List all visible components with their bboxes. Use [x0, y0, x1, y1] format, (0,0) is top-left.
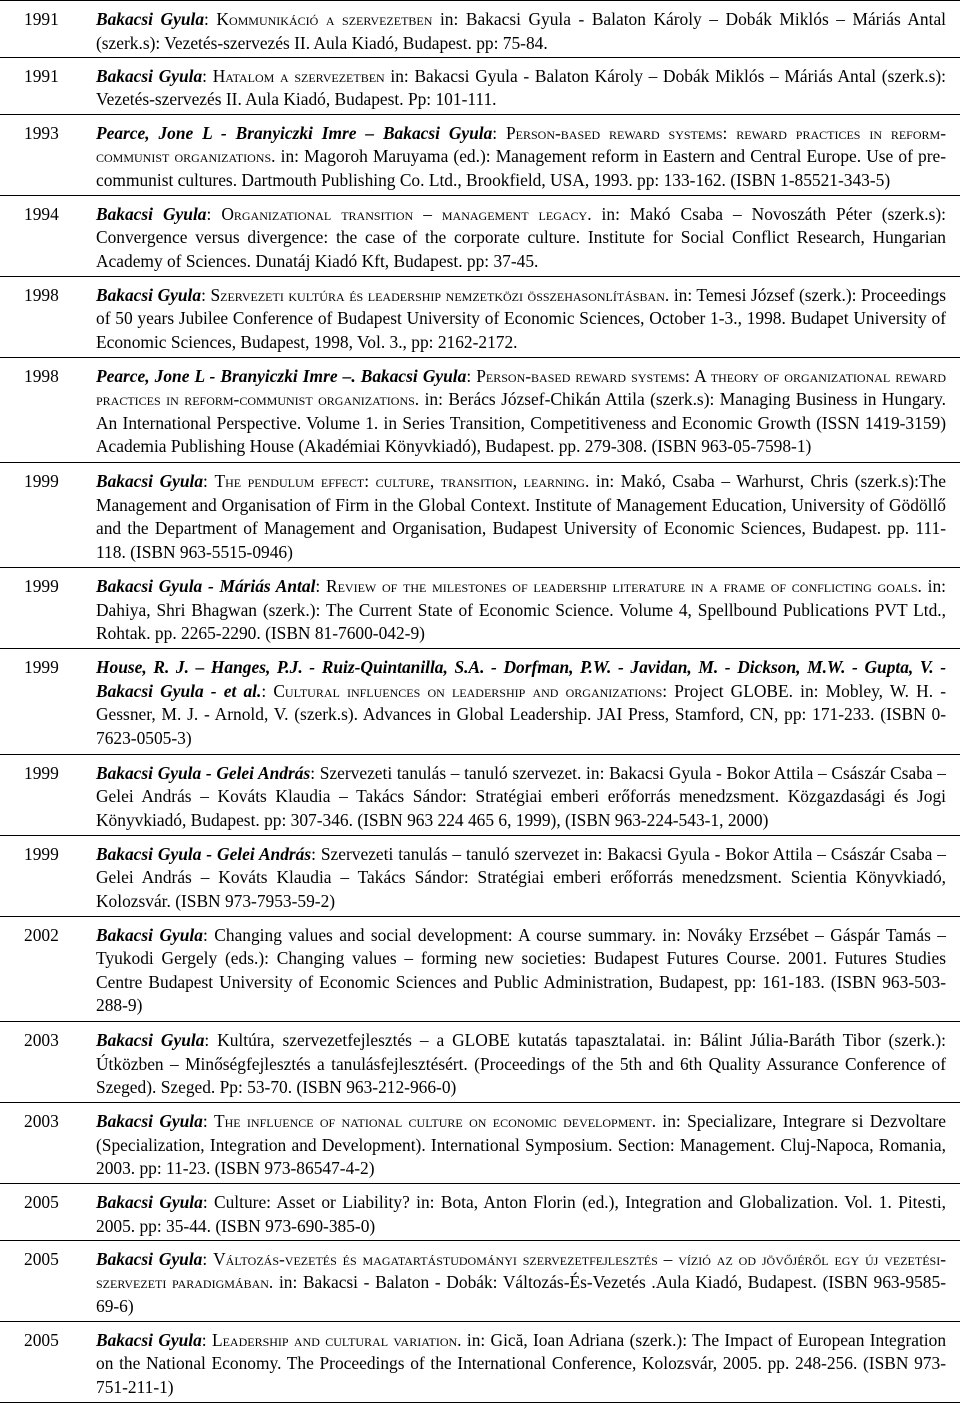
publication-row — [0, 1240, 960, 1321]
publication-year: 1991 — [0, 1, 96, 58]
publication-row — [0, 649, 960, 754]
publication-title: Person-based reward systems: A theory of organizational reward practices in reform-communist organizations. — [96, 365, 946, 410]
publication-row — [0, 835, 960, 916]
publication-row — [0, 568, 960, 649]
publication-citation: Pearce, Jone L - Branyiczki Imre –. Bakacsi Gyula: Person-based reward systems: A theory of organizational reward practices in reform-communist organizations. in: Berács József-Chikán Attila (szerk.s): Managing Business in Hungary. An International Perspective. Volume 1. in Series Transition, Competitiveness and Economic Growth (ISSN 1419-3159) Academia Publishing House (Akadémiai Könyvkiadó), Budapest. pp. 279-308. (ISBN 963-05-7598-1) — [96, 357, 960, 462]
publication-citation: Bakacsi Gyula: Organizational transition – management legacy. in: Makó Csaba – Novoszáth Péter (szerk.s): Convergence versus divergence: the case of the corporate culture. Institute for Social Conflict Research, Hungarian Academy of Sciences. Dunatáj Kiadó Kft, Budapest. pp: 37-45. — [96, 195, 960, 276]
publication-authors: Bakacsi Gyula — [96, 1192, 203, 1213]
publication-details: in: Specializare, Integrare si Dezvoltare (Specialization, Integration and Development). International Symposium. Section: Management. Cluj-Napoca, Romania, 2003. pp: 11-23. (ISBN 973-86547-4-2) — [96, 1111, 946, 1179]
publication-details: in: Gică, Ioan Adriana (szerk.): The Impact of European Integration on the National Economy. The Proceedings of the International Conference, Kolozsvár, 2005. pp. 248-256. (ISBN 973-751-211-1) — [96, 1329, 947, 1398]
publication-year: 1998 — [0, 276, 96, 357]
publication-authors: Bakacsi Gyula — [96, 65, 203, 86]
publication-authors: Bakacsi Gyula — [96, 1248, 203, 1269]
publication-year: 2003 — [0, 1021, 96, 1102]
publication-details: in: Magoroh Maruyama (ed.): Management reform in Eastern and Central Europe. Use of pre-communist cultures. Dartmouth Publishing Co. Ltd., Brookfield, USA, 1993. pp: 133-162. (ISBN 1-85521-343-5) — [96, 146, 946, 190]
publication-details: in: Berács József-Chikán Attila (szerk.s): Managing Business in Hungary. An International Perspective. Volume 1. in Series Transition, Competitiveness and Economic Growth (ISSN 1419-3159) Academia Publishing House (Akadémiai Könyvkiadó), Budapest. pp. 279-308. (ISBN 963-05-7598-1) — [96, 389, 946, 457]
publication-row — [0, 916, 960, 1021]
publication-citation: Bakacsi Gyula: Változás-vezetés és magatartástudományi szervezetfejlesztés – vízió az od jövőjéről egy új vezetési-szervezeti paradigmában. in: Bakacsi - Balaton - Dobák: Változás-És-Vezetés .Aula Kiadó, Budapest. (ISBN 963-9585-69-6) — [96, 1240, 960, 1321]
publication-citation — [96, 1021, 960, 1102]
publication-citation: Pearce, Jone L - Branyiczki Imre – Bakacsi Gyula: Person-based reward systems: reward practices in reform-communist organizations. in: Magoroh Maruyama (ed.): Management reform in Eastern and Central Europe. Use of pre-communist cultures. Dartmouth Publishing Co. Ltd., Brookfield, USA, 1993. pp: 133-162. (ISBN 1-85521-343-5) — [96, 114, 960, 195]
publication-title: Változás-vezetés és magatartástudományi szervezetfejlesztés – vízió az od jövőjéről egy új vezetési-szervezeti paradigmában. — [96, 1248, 946, 1293]
publication-authors: Bakacsi Gyula - Gelei András — [96, 843, 312, 864]
publication-year: 2002 — [0, 916, 96, 1021]
publication-year: 1999 — [0, 568, 96, 649]
publication-authors: Bakacsi Gyula — [96, 470, 204, 491]
publication-year: 1991 — [0, 57, 96, 114]
publication-year: 1994 — [0, 195, 96, 276]
publication-details: in: Bakacsi - Balaton - Dobák: Változás-És-Vezetés .Aula Kiadó, Budapest. (ISBN 963-9585-69-6) — [96, 1272, 946, 1316]
publication-authors: Bakacsi Gyula — [96, 1029, 205, 1050]
publication-year: 1998 — [0, 357, 96, 462]
publication-details: : Changing values and social development: A course summary. in: Nováky Erzsébet – Gáspár Tamás – Tyukodi Gergely (eds.): Changing values – forming new societies: Budapest Futures Course. 2001. Futures Studies Centre Budapest University of Economic Sciences and Public Administration, Budapest, pp: 161-183. (ISBN 963-503-288-9) — [96, 924, 947, 1016]
publication-year: 2005 — [0, 1321, 96, 1402]
publication-year: 1999 — [0, 649, 96, 754]
publication-year: 1999 — [0, 462, 96, 567]
publication-authors: Bakacsi Gyula — [96, 1111, 203, 1131]
publication-list-body — [0, 1, 960, 1403]
publication-authors: House, R. J. – Hanges, P.J. - Ruiz-Quintanilla, S.A. - Dorfman, P.W. - Javidan, M. - Dickson, M.W. - Gupta, V. - Bakacsi Gyula - et al. — [96, 657, 946, 701]
publication-citation: Bakacsi Gyula - Máriás Antal: Review of the milestones of leadership literature in a frame of conflicting goals. in: Dahiya, Shri Bhagwan (szerk.): The Current State of Economic Science. Volume 4, Spellbound Publications PVT Ltd., Rohtak. pp. 2265-2290. (ISBN 81-7600-042-9) — [96, 568, 960, 649]
publication-year: 2005 — [0, 1184, 96, 1241]
publication-details: : Kultúra, szervezetfejlesztés – a GLOBE kutatás tapasztalatai. in: Bálint Júlia-Baráth Tibor (szerk.): Útközben – Minőségfejlesztés a tanulásfejlesztésért. (Proceedings of the 5th and 6th Quality Assurance Conference of Szeged). Szeged. Pp: 53-70. (ISBN 963-212-966-0) — [96, 1029, 947, 1098]
publication-year: 1993 — [0, 114, 96, 195]
publication-citation: Bakacsi Gyula: Leadership and cultural variation. in: Gică, Ioan Adriana (szerk.): The Impact of European Integration on the National Economy. The Proceedings of the International Conference, Kolozsvár, 2005. pp. 248-256. (ISBN 973-751-211-1) — [96, 1321, 960, 1402]
publication-title: Kommunikáció a szervezetben — [216, 9, 433, 29]
publication-citation: Bakacsi Gyula: The influence of national culture on economic development. in: Specializare, Integrare si Dezvoltare (Specialization, Integration and Development). International Symposium. Section: Management. Cluj-Napoca, Romania, 2003. pp: 11-23. (ISBN 973-86547-4-2) — [96, 1103, 960, 1184]
publication-year: 1999 — [0, 835, 96, 916]
publication-details: Project GLOBE. in: Mobley, W. H. - Gessner, M. J. - Arnold, V. (szerk.s). Advances in Global Leadership. JAI Press, Stamford, CN, pp: 171-233. (ISBN 0-7623-0505-3) — [96, 680, 946, 749]
publication-row — [0, 114, 960, 195]
publication-citation: House, R. J. – Hanges, P.J. - Ruiz-Quintanilla, S.A. - Dorfman, P.W. - Javidan, M. - Dickson, M.W. - Gupta, V. - Bakacsi Gyula - et al.: Cultural influences on leadership and organizations: Project GLOBE. in: Mobley, W. H. - Gessner, M. J. - Arnold, V. (szerk.s). Advances in Global Leadership. JAI Press, Stamford, CN, pp: 171-233. (ISBN 0-7623-0505-3) — [96, 649, 960, 754]
publication-details: in: Bakacsi Gyula - Balaton Károly – Dobák Miklós – Máriás Antal (szerk.s): Vezetés-szervezés II. Aula Kiadó, Budapest. Pp: 101-111. — [96, 65, 946, 110]
publication-details: : Szervezeti tanulás – tanuló szervezet in: Bakacsi Gyula - Bokor Attila – Császár Csaba – Gelei András – Kováts Klaudia – Takács Sándor: Stratégiai emberi erőforrás menedzsment. Scientia Könyvkiadó, Kolozsvár. (ISBN 973-7953-59-2) — [96, 843, 946, 911]
publication-authors: Pearce, Jone L - Branyiczki Imre –. Bakacsi Gyula — [96, 365, 467, 386]
publication-citation: Bakacsi Gyula: The pendulum effect: culture, transition, learning. in: Makó, Csaba – Warhurst, Chris (szerk.s):The Management and Organisation of Firm in the Global Context. Institute of Management Education, University of Gödöllő and the Department of Management and Organisation, Budapest University of Economic Sciences, Budapest. pp. 111-118. (ISBN 963-5515-0946) — [96, 462, 960, 567]
publication-authors: Bakacsi Gyula — [96, 284, 202, 305]
publication-title: The pendulum effect: culture, transition, learning. — [214, 470, 590, 491]
publication-row — [0, 1184, 960, 1241]
publication-citation — [96, 1184, 960, 1241]
publication-row — [0, 57, 960, 114]
publication-details: : Szervezeti tanulás – tanuló szervezet. in: Bakacsi Gyula - Bokor Attila – Császár Csaba – Gelei András – Kováts Klaudia – Takács Sándor: Stratégiai emberi erőforrás menedzsment. Közgazdasági és Jogi Könyvkiadó, Budapest. pp: 307-346. (ISBN 963 224 465 6, 1999), (ISBN 963-224-543-1, 2000) — [96, 762, 946, 830]
publication-row — [0, 1321, 960, 1402]
publication-row — [0, 1103, 960, 1184]
publication-citation — [96, 916, 960, 1021]
publication-row — [0, 357, 960, 462]
publication-citation: Bakacsi Gyula: Kommunikáció a szervezetben in: Bakacsi Gyula - Balaton Károly – Dobák Miklós – Máriás Antal (szerk.s): Vezetés-szervezés II. Aula Kiadó, Budapest. pp: 75-84. — [96, 1, 960, 58]
publication-authors: Bakacsi Gyula - Máriás Antal — [96, 576, 316, 597]
publication-authors: Bakacsi Gyula — [96, 9, 205, 29]
publication-year: 2005 — [0, 1240, 96, 1321]
publication-title: Person-based reward systems: reward practices in reform-communist organizations. — [96, 122, 946, 167]
publication-row — [0, 276, 960, 357]
publication-citation: Bakacsi Gyula: Hatalom a szervezetben in: Bakacsi Gyula - Balaton Károly – Dobák Miklós – Máriás Antal (szerk.s): Vezetés-szervezés II. Aula Kiadó, Budapest. Pp: 101-111. — [96, 57, 960, 114]
publication-year: 1999 — [0, 754, 96, 835]
publication-details: in: Temesi József (szerk.): Proceedings of 50 years Jubilee Conference of Budapest University of Economic Sciences, October 1-3., 1998. Budapet University of Economic Sciences, Budapest, 1998, Vol. 3., pp: 2162-2172. — [96, 284, 947, 352]
publication-authors: Pearce, Jone L - Branyiczki Imre – Bakacsi Gyula — [96, 122, 493, 143]
publication-citation: Bakacsi Gyula: Szervezeti kultúra és leadership nemzetközi összehasonlításban. in: Temesi József (szerk.): Proceedings of 50 years Jubilee Conference of Budapest University of Economic Sciences, October 1-3., 1998. Budapet University of Economic Sciences, Budapest, 1998, Vol. 3., pp: 2162-2172. — [96, 276, 960, 357]
publication-row — [0, 462, 960, 567]
publication-details: in: Bakacsi Gyula - Balaton Károly – Dobák Miklós – Máriás Antal (szerk.s): Vezetés-szervezés II. Aula Kiadó, Budapest. pp: 75-84. — [96, 9, 947, 53]
publication-title: Organizational transition – management legacy. — [221, 203, 592, 224]
publication-authors: Bakacsi Gyula — [96, 1329, 202, 1350]
publication-row — [0, 1021, 960, 1102]
publication-details: : Culture: Asset or Liability? in: Bota, Anton Florin (ed.), Integration and Globalization. Vol. 1. Pitesti, 2005. pp: 35-44. (ISBN 973-690-385-0) — [96, 1192, 947, 1236]
publication-year: 2003 — [0, 1103, 96, 1184]
publication-title: Cultural influences on leadership and organizations: — [273, 680, 668, 701]
publication-title: Hatalom a szervezetben — [212, 65, 385, 86]
publication-authors: Bakacsi Gyula - Gelei András — [96, 762, 311, 783]
publication-details: in: Makó, Csaba – Warhurst, Chris (szerk.s):The Management and Organisation of Firm in the Global Context. Institute of Management Education, University of Gödöllő and the Department of Management and Organisation, Budapest University of Economic Sciences, Budapest. pp. 111-118. (ISBN 963-5515-0946) — [96, 470, 947, 562]
publication-details: in: Dahiya, Shri Bhagwan (szerk.): The Current State of Economic Science. Volume 4, Spellbound Publications PVT Ltd., Rohtak. pp. 2265-2290. (ISBN 81-7600-042-9) — [96, 576, 946, 644]
publication-title: The influence of national culture on economic development. — [213, 1111, 657, 1131]
publication-details: in: Makó Csaba – Novoszáth Péter (szerk.s): Convergence versus divergence: the case of the corporate culture. Institute for Social Conflict Research, Hungarian Academy of Sciences. Dunatáj Kiadó Kft, Budapest. pp: 37-45. — [96, 203, 946, 271]
publication-row — [0, 195, 960, 276]
publication-row — [0, 754, 960, 835]
publication-title: Szervezeti kultúra és leadership nemzetközi összehasonlításban. — [210, 284, 670, 305]
publication-authors: Bakacsi Gyula — [96, 924, 203, 945]
publication-row — [0, 1, 960, 58]
publication-citation — [96, 835, 960, 916]
publication-authors: Bakacsi Gyula — [96, 203, 207, 224]
publication-title: Review of the milestones of leadership literature in a frame of conflicting goals. — [326, 576, 922, 597]
publication-title: Leadership and cultural variation. — [211, 1329, 462, 1350]
publication-citation — [96, 754, 960, 835]
